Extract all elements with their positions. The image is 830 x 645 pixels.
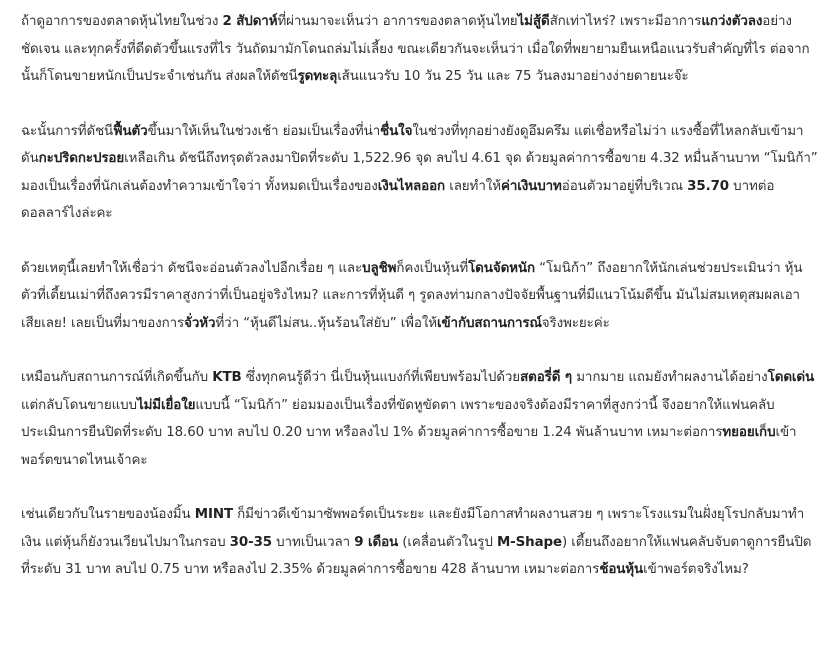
bold-text: กะปริดกะปรอย xyxy=(38,151,125,166)
text-segment: อ่อนตัวมาอยู่ที่บริเวณ xyxy=(561,178,688,194)
text-segment: ที่ว่า “หุ้นดีไม่สน..หุ้นร้อนใส่ยับ” เพื่อให้ xyxy=(215,315,438,331)
bold-text: บลูชิพ xyxy=(362,260,397,276)
text-segment: แต่กลับโดนขายแบบ xyxy=(21,397,137,413)
text-segment: เส้นแนวรับ 10 วัน 25 วัน และ 75 วันลงมาอย่างง่ายดายนะจ๊ะ xyxy=(337,69,689,84)
bold-text: ไม่สู้ดี xyxy=(517,14,550,29)
text-segment: เหมือนกับสถานการณ์ที่เกิดขึ้นกับ xyxy=(21,370,213,385)
paragraph-2 xyxy=(21,118,818,228)
paragraph-3 xyxy=(21,255,818,338)
paragraph-5 xyxy=(21,501,818,584)
text-segment: เหลือเกิน ดัชนีถึงทรุดตัวลงมาปิดที่ระดับ 1,522.96 จุด ลบไป 4.61 จุด ด้วยมูลค่าการซื้อขาย 4.32 หมื่นล้านบาท “โมนิก้า” มองเป็นเรื่องที่นักเล่นต้องทำความเข้าใจว่า ทั้งหมดเป็นเรื่องของ xyxy=(21,151,818,194)
text-segment: จริงพะยะค่ะ xyxy=(541,315,610,331)
text-segment: ก็คงเป็นหุ้นที่ xyxy=(396,260,469,276)
bold-text: KTB xyxy=(212,370,242,385)
bold-text: ช้อนหุ้น xyxy=(599,562,644,577)
bold-text: จั่วหัว xyxy=(184,315,216,331)
text-segment: มากมาย แถมยังทำผลงานได้อย่าง xyxy=(572,370,768,385)
bold-text: เงินไหลออก xyxy=(377,178,446,194)
text-segment: แบบนี้ “โมนิก้า” ย่อมมองเป็นเรื่องที่ขัดหูขัดตา เพราะของจริงต้องมีราคาที่สูงกว่านี้ จึงอยากให้แฟนคลับประเมินการยืนปิดที่ระดับ 18.60 บาท ลบไป 0.20 บาท หรือลงไป 1% ด้วยมูลค่าการซื้อขาย 1.24 พันล้านบาท เหมาะต่อการ xyxy=(21,397,775,440)
text-segment: เข้าพอร์ตขนาดไหนเจ้าคะ xyxy=(21,425,797,468)
bold-text: เข้ากับสถานการณ์ xyxy=(437,315,542,331)
bold-text: 2 สัปดาห์ xyxy=(222,14,278,29)
text-segment: ด้วยเหตุนี้เลยทำให้เชื่อว่า ดัชนีจะอ่อนตัวลงไปอีกเรื่อย ๆ และ xyxy=(21,260,363,276)
bold-text: รูดทะลุ xyxy=(297,69,338,84)
text-segment: บาทเป็นเวลา xyxy=(272,534,355,550)
bold-text: สตอรี่ดี ๆ xyxy=(520,370,573,385)
bold-text: ทยอยเก็บ xyxy=(722,425,776,440)
bold-text: ชื่นใจ xyxy=(380,123,413,139)
bold-text: โดดเด่น xyxy=(767,370,815,385)
bold-text: M-Shape xyxy=(496,534,563,550)
paragraph-1 xyxy=(21,8,818,91)
bold-text: MINT xyxy=(194,507,233,522)
text-segment: ขึ้นมาให้เห็นในช่วงเช้า ย่อมเป็นเรื่องที่น่า xyxy=(147,123,381,139)
bold-text: แกว่งตัวลง xyxy=(701,14,763,29)
bold-text: ไม่มีเยื่อใย xyxy=(136,397,196,413)
text-segment: เลยทำให้ xyxy=(445,178,501,194)
paragraph-4 xyxy=(21,364,818,474)
text-segment: อย่างชัดเจน และทุกครั้งที่ดีดตัวขึ้นแรงที่ไร วันถัดมามักโดนถล่มไม่เลี้ยง ขณะเดียวกันจะเห็นว่า เมื่อใดที่พยายามยืนเหนือแนวรับสำคัญที่ไร ต่อจากนั้นก็โดนขายหนักเป็นประจำเช่นกัน ส่งผลให้ดัชนี xyxy=(21,14,810,84)
text-segment: ถ้าดูอาการของตลาดหุ้นไทยในช่วง xyxy=(21,14,223,29)
text-segment: เช่นเดียวกับในรายของน้องมิ้น xyxy=(21,507,195,522)
text-segment: สักเท่าไหร่? เพราะมีอาการ xyxy=(549,14,702,29)
bold-text: 30-35 xyxy=(229,534,272,550)
text-segment: “โมนิก้า” ถึงอยากให้นักเล่นช่วยประเมินว่า หุ้นตัวที่เตี้ยนเม่าที่ถึงควรมีราคาสูงกว่าที่เป็นอยู่จริงไหม? และการที่หุ้นดี ๆ รูดลงท่ามกลางปัจจัยพื้นฐานที่มีแนวโน้มดีขึ้น มันไม่สมเหตุสมผลเอาเสียเลย! เลยเป็นที่มาของการ xyxy=(21,260,803,331)
bold-text: ฟื้นตัว xyxy=(113,123,148,139)
text-segment: เข้าพอร์ตจริงไหม? xyxy=(643,562,749,577)
text-segment: ) เตี้ยนถึงอยากให้แฟนคลับจับตาดูการยืนปิดที่ระดับ 31 บาท ลบไป 0.75 บาท หรือลงไป 2.35% ด้วยมูลค่าการซื้อขาย 428 ล้านบาท เหมาะต่อการ xyxy=(21,534,812,577)
bold-text: 35.70 xyxy=(687,178,730,194)
bold-text: ค่าเงินบาท xyxy=(500,178,562,194)
text-segment: (เคลื่อนตัวในรูป xyxy=(398,534,497,550)
bold-text: โดนจัดหนัก xyxy=(468,260,535,276)
text-segment: ในช่วงที่ทุกอย่างยังดูอึมครึม แต่เชื่อหรือไม่ว่า แรงซื้อที่ไหลกลับเข้ามาดัน xyxy=(21,123,804,166)
text-segment: ฉะนั้นการที่ดัชนี xyxy=(21,123,114,139)
bold-text: 9 เดือน xyxy=(354,534,399,550)
text-segment: ก็มีข่าวดีเข้ามาซัพพอร์ตเป็นระยะ และยังมีโอกาสทำผลงานสวย ๆ เพราะโรงแรมในฝั่งยุโรปกลับมาทำเงิน แต่หุ้นก็ยังวนเวียนไปมาในกรอบ xyxy=(21,507,805,550)
text-segment: ที่ผ่านมาจะเห็นว่า อาการของตลาดหุ้นไทย xyxy=(277,14,518,29)
text-segment: บาทต่อดอลลาร์ไงล่ะคะ xyxy=(21,178,775,221)
text-segment: ซึ่งทุกคนรู้ดีว่า นี่เป็นหุ้นแบงก์ที่เพียบพร้อมไปด้วย xyxy=(241,370,521,385)
